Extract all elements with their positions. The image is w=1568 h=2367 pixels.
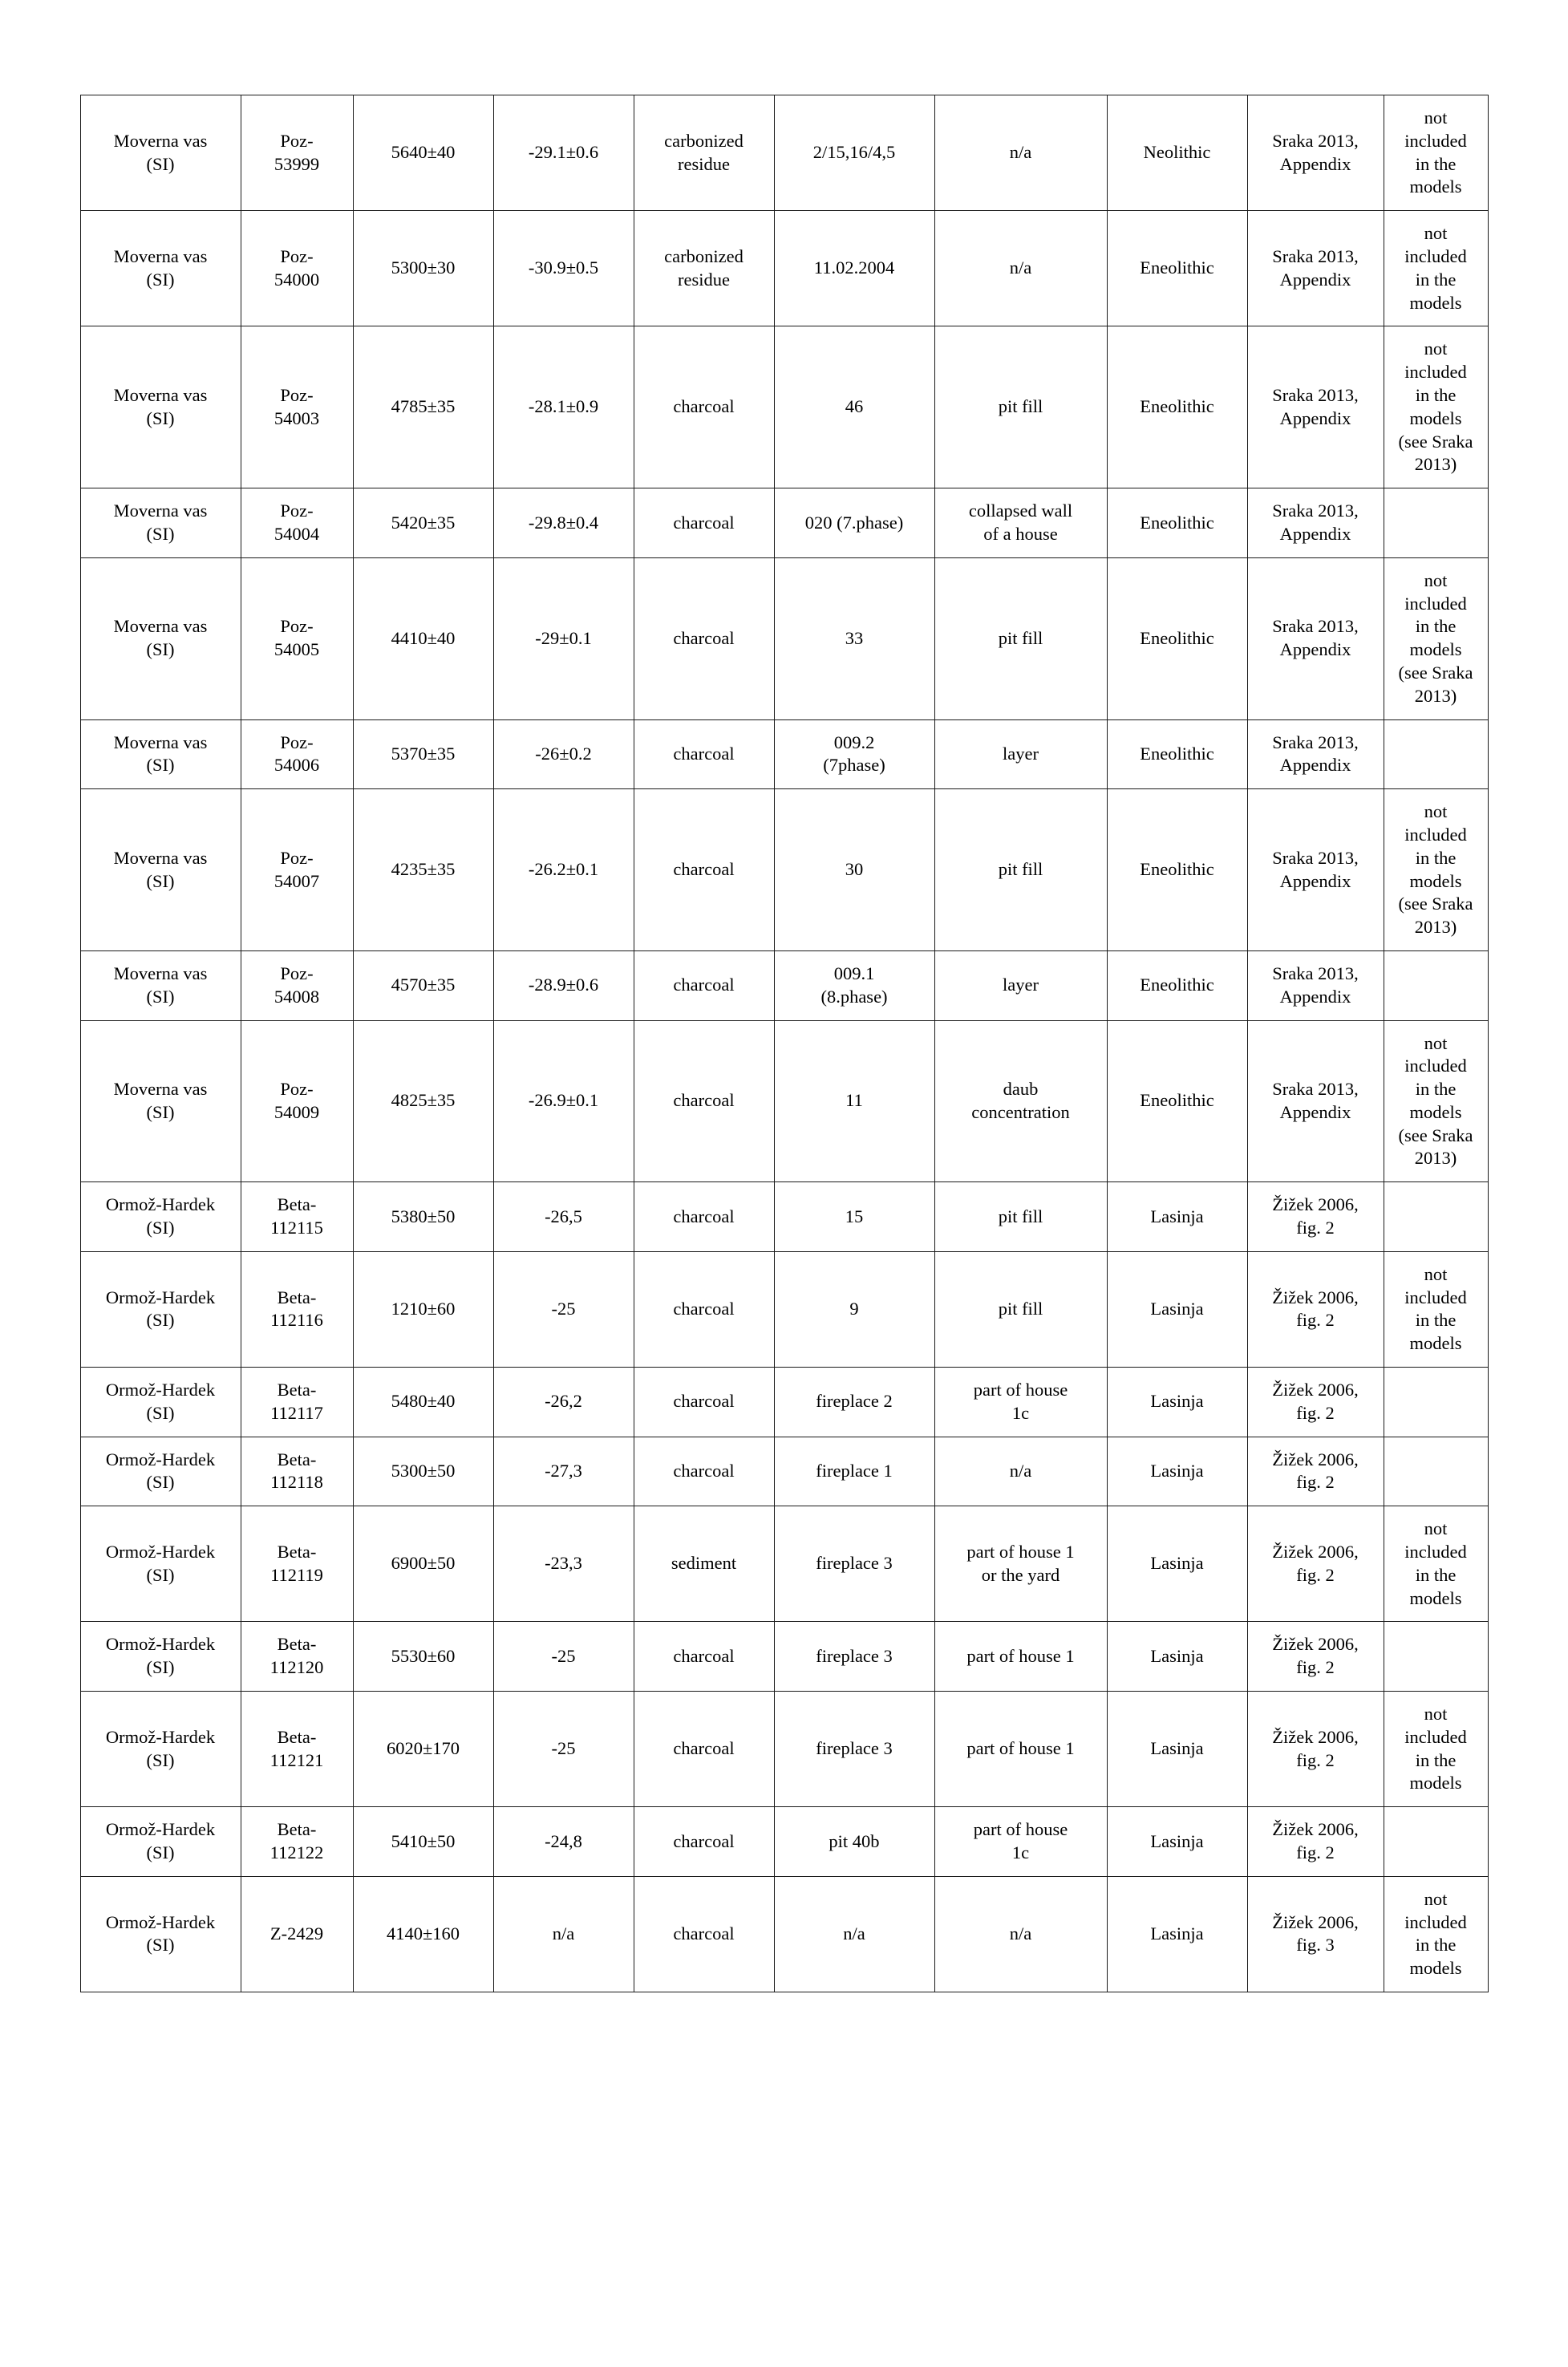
cell-culture: Eneolithic bbox=[1107, 950, 1247, 1020]
cell-lab-code: Beta- 112121 bbox=[241, 1692, 353, 1807]
cell-culture: Lasinja bbox=[1107, 1368, 1247, 1437]
cell-bp-date: 5300±50 bbox=[353, 1437, 493, 1506]
cell-material: charcoal bbox=[634, 326, 774, 488]
cell-bp-date: 4570±35 bbox=[353, 950, 493, 1020]
cell-reference: Sraka 2013, Appendix bbox=[1247, 719, 1384, 789]
cell-site: Moverna vas (SI) bbox=[80, 719, 241, 789]
cell-context-no: 30 bbox=[774, 789, 934, 951]
cell-context-no: fireplace 3 bbox=[774, 1622, 934, 1692]
cell-note: not included in the models bbox=[1384, 1506, 1488, 1622]
cell-bp-date: 6900±50 bbox=[353, 1506, 493, 1622]
cell-culture: Eneolithic bbox=[1107, 211, 1247, 326]
cell-bp-date: 5420±35 bbox=[353, 488, 493, 558]
cell-context-no: n/a bbox=[774, 1876, 934, 1992]
cell-bp-date: 1210±60 bbox=[353, 1251, 493, 1367]
cell-culture: Eneolithic bbox=[1107, 326, 1247, 488]
cell-material: charcoal bbox=[634, 1876, 774, 1992]
cell-site: Ormož-Hardek (SI) bbox=[80, 1506, 241, 1622]
cell-material: charcoal bbox=[634, 1182, 774, 1252]
cell-material: charcoal bbox=[634, 950, 774, 1020]
cell-context: part of house 1c bbox=[934, 1807, 1107, 1877]
table-row bbox=[80, 789, 1488, 951]
cell-site: Ormož-Hardek (SI) bbox=[80, 1692, 241, 1807]
cell-lab-code: Beta- 112115 bbox=[241, 1182, 353, 1252]
cell-bp-date: 5370±35 bbox=[353, 719, 493, 789]
cell-bp-date: 5410±50 bbox=[353, 1807, 493, 1877]
cell-bp-date: 4785±35 bbox=[353, 326, 493, 488]
cell-lab-code: Beta- 112119 bbox=[241, 1506, 353, 1622]
table-row bbox=[80, 1876, 1488, 1992]
radiocarbon-dates-table bbox=[80, 95, 1489, 1992]
cell-site: Moverna vas (SI) bbox=[80, 95, 241, 211]
cell-site: Ormož-Hardek (SI) bbox=[80, 1807, 241, 1877]
cell-material: charcoal bbox=[634, 1807, 774, 1877]
cell-d13c: -28.1±0.9 bbox=[493, 326, 634, 488]
cell-site: Moverna vas (SI) bbox=[80, 557, 241, 719]
cell-note: not included in the models (see Sraka 2013) bbox=[1384, 557, 1488, 719]
cell-reference: Žižek 2006, fig. 3 bbox=[1247, 1876, 1384, 1992]
cell-context: pit fill bbox=[934, 557, 1107, 719]
table-row bbox=[80, 1506, 1488, 1622]
cell-site: Ormož-Hardek (SI) bbox=[80, 1876, 241, 1992]
cell-context: n/a bbox=[934, 1437, 1107, 1506]
cell-reference: Žižek 2006, fig. 2 bbox=[1247, 1182, 1384, 1252]
cell-note: not included in the models (see Sraka 2013) bbox=[1384, 1020, 1488, 1182]
cell-d13c: -26,5 bbox=[493, 1182, 634, 1252]
cell-d13c: -26±0.2 bbox=[493, 719, 634, 789]
table-row bbox=[80, 211, 1488, 326]
cell-lab-code: Poz- 54007 bbox=[241, 789, 353, 951]
table-row bbox=[80, 950, 1488, 1020]
cell-context-no: 009.2 (7phase) bbox=[774, 719, 934, 789]
cell-reference: Žižek 2006, fig. 2 bbox=[1247, 1807, 1384, 1877]
cell-lab-code: Poz- 54008 bbox=[241, 950, 353, 1020]
cell-lab-code: Poz- 54003 bbox=[241, 326, 353, 488]
cell-d13c: -30.9±0.5 bbox=[493, 211, 634, 326]
cell-lab-code: Poz- 53999 bbox=[241, 95, 353, 211]
cell-context: pit fill bbox=[934, 1251, 1107, 1367]
cell-lab-code: Beta- 112117 bbox=[241, 1368, 353, 1437]
cell-site: Moverna vas (SI) bbox=[80, 326, 241, 488]
cell-site: Moverna vas (SI) bbox=[80, 211, 241, 326]
table-row bbox=[80, 1182, 1488, 1252]
cell-bp-date: 4235±35 bbox=[353, 789, 493, 951]
cell-lab-code: Beta- 112116 bbox=[241, 1251, 353, 1367]
cell-context-no: fireplace 3 bbox=[774, 1506, 934, 1622]
cell-reference: Žižek 2006, fig. 2 bbox=[1247, 1622, 1384, 1692]
cell-culture: Eneolithic bbox=[1107, 719, 1247, 789]
cell-site: Ormož-Hardek (SI) bbox=[80, 1437, 241, 1506]
cell-material: charcoal bbox=[634, 488, 774, 558]
cell-site: Ormož-Hardek (SI) bbox=[80, 1182, 241, 1252]
cell-note bbox=[1384, 1368, 1488, 1437]
table-row bbox=[80, 719, 1488, 789]
cell-d13c: -25 bbox=[493, 1251, 634, 1367]
cell-material: charcoal bbox=[634, 1622, 774, 1692]
cell-context: part of house 1 bbox=[934, 1692, 1107, 1807]
cell-context-no: 2/15,16/4,5 bbox=[774, 95, 934, 211]
cell-bp-date: 5640±40 bbox=[353, 95, 493, 211]
cell-context-no: 46 bbox=[774, 326, 934, 488]
cell-d13c: -26.9±0.1 bbox=[493, 1020, 634, 1182]
cell-site: Ormož-Hardek (SI) bbox=[80, 1251, 241, 1367]
cell-d13c: -23,3 bbox=[493, 1506, 634, 1622]
cell-context-no: pit 40b bbox=[774, 1807, 934, 1877]
cell-d13c: -25 bbox=[493, 1692, 634, 1807]
cell-culture: Lasinja bbox=[1107, 1506, 1247, 1622]
cell-site: Moverna vas (SI) bbox=[80, 789, 241, 951]
table-row bbox=[80, 1368, 1488, 1437]
cell-context: part of house 1 bbox=[934, 1622, 1107, 1692]
cell-context: pit fill bbox=[934, 789, 1107, 951]
cell-context-no: 11.02.2004 bbox=[774, 211, 934, 326]
cell-lab-code: Poz- 54000 bbox=[241, 211, 353, 326]
cell-d13c: -29±0.1 bbox=[493, 557, 634, 719]
cell-material: carbonized residue bbox=[634, 211, 774, 326]
cell-context-no: 020 (7.phase) bbox=[774, 488, 934, 558]
cell-bp-date: 4825±35 bbox=[353, 1020, 493, 1182]
table-row bbox=[80, 557, 1488, 719]
cell-note bbox=[1384, 950, 1488, 1020]
cell-note: not included in the models bbox=[1384, 1876, 1488, 1992]
cell-context: n/a bbox=[934, 1876, 1107, 1992]
cell-d13c: -24,8 bbox=[493, 1807, 634, 1877]
table-row bbox=[80, 488, 1488, 558]
cell-lab-code: Poz- 54004 bbox=[241, 488, 353, 558]
cell-culture: Lasinja bbox=[1107, 1437, 1247, 1506]
cell-reference: Sraka 2013, Appendix bbox=[1247, 211, 1384, 326]
cell-d13c: -29.1±0.6 bbox=[493, 95, 634, 211]
cell-material: sediment bbox=[634, 1506, 774, 1622]
cell-bp-date: 4140±160 bbox=[353, 1876, 493, 1992]
cell-lab-code: Poz- 54006 bbox=[241, 719, 353, 789]
cell-note bbox=[1384, 488, 1488, 558]
table-row bbox=[80, 326, 1488, 488]
table-body bbox=[80, 95, 1488, 1992]
cell-lab-code: Beta- 112118 bbox=[241, 1437, 353, 1506]
cell-context: part of house 1c bbox=[934, 1368, 1107, 1437]
cell-context: n/a bbox=[934, 211, 1107, 326]
cell-lab-code: Poz- 54005 bbox=[241, 557, 353, 719]
cell-reference: Sraka 2013, Appendix bbox=[1247, 95, 1384, 211]
cell-culture: Lasinja bbox=[1107, 1622, 1247, 1692]
table-row bbox=[80, 1437, 1488, 1506]
cell-culture: Eneolithic bbox=[1107, 1020, 1247, 1182]
cell-lab-code: Poz- 54009 bbox=[241, 1020, 353, 1182]
cell-context: layer bbox=[934, 719, 1107, 789]
cell-reference: Žižek 2006, fig. 2 bbox=[1247, 1437, 1384, 1506]
cell-material: charcoal bbox=[634, 1368, 774, 1437]
cell-context: pit fill bbox=[934, 1182, 1107, 1252]
cell-material: charcoal bbox=[634, 557, 774, 719]
table-row bbox=[80, 1622, 1488, 1692]
cell-bp-date: 5480±40 bbox=[353, 1368, 493, 1437]
cell-site: Moverna vas (SI) bbox=[80, 950, 241, 1020]
cell-culture: Eneolithic bbox=[1107, 557, 1247, 719]
cell-culture: Lasinja bbox=[1107, 1182, 1247, 1252]
cell-lab-code: Beta- 112120 bbox=[241, 1622, 353, 1692]
cell-reference: Sraka 2013, Appendix bbox=[1247, 950, 1384, 1020]
cell-note: not included in the models bbox=[1384, 1251, 1488, 1367]
cell-material: charcoal bbox=[634, 789, 774, 951]
cell-context: layer bbox=[934, 950, 1107, 1020]
cell-context-no: fireplace 1 bbox=[774, 1437, 934, 1506]
cell-note: not included in the models bbox=[1384, 95, 1488, 211]
cell-note bbox=[1384, 1622, 1488, 1692]
cell-context-no: 9 bbox=[774, 1251, 934, 1367]
table-row bbox=[80, 95, 1488, 211]
cell-note: not included in the models (see Sraka 2013) bbox=[1384, 789, 1488, 951]
cell-context: pit fill bbox=[934, 326, 1107, 488]
cell-culture: Lasinja bbox=[1107, 1876, 1247, 1992]
cell-context-no: fireplace 2 bbox=[774, 1368, 934, 1437]
cell-d13c: n/a bbox=[493, 1876, 634, 1992]
cell-culture: Eneolithic bbox=[1107, 789, 1247, 951]
cell-culture: Lasinja bbox=[1107, 1807, 1247, 1877]
cell-note: not included in the models bbox=[1384, 1692, 1488, 1807]
cell-reference: Žižek 2006, fig. 2 bbox=[1247, 1506, 1384, 1622]
table-row bbox=[80, 1251, 1488, 1367]
cell-d13c: -27,3 bbox=[493, 1437, 634, 1506]
cell-d13c: -29.8±0.4 bbox=[493, 488, 634, 558]
cell-note: not included in the models (see Sraka 2013) bbox=[1384, 326, 1488, 488]
cell-material: charcoal bbox=[634, 1692, 774, 1807]
cell-lab-code: Z-2429 bbox=[241, 1876, 353, 1992]
cell-note bbox=[1384, 719, 1488, 789]
cell-note: not included in the models bbox=[1384, 211, 1488, 326]
cell-site: Ormož-Hardek (SI) bbox=[80, 1368, 241, 1437]
cell-reference: Žižek 2006, fig. 2 bbox=[1247, 1251, 1384, 1367]
cell-note bbox=[1384, 1807, 1488, 1877]
cell-site: Moverna vas (SI) bbox=[80, 1020, 241, 1182]
cell-culture: Lasinja bbox=[1107, 1251, 1247, 1367]
cell-context: daub concentration bbox=[934, 1020, 1107, 1182]
cell-context-no: 11 bbox=[774, 1020, 934, 1182]
cell-reference: Sraka 2013, Appendix bbox=[1247, 326, 1384, 488]
cell-context: n/a bbox=[934, 95, 1107, 211]
cell-material: carbonized residue bbox=[634, 95, 774, 211]
cell-d13c: -26,2 bbox=[493, 1368, 634, 1437]
cell-reference: Sraka 2013, Appendix bbox=[1247, 557, 1384, 719]
cell-note bbox=[1384, 1437, 1488, 1506]
cell-site: Moverna vas (SI) bbox=[80, 488, 241, 558]
cell-culture: Lasinja bbox=[1107, 1692, 1247, 1807]
cell-reference: Sraka 2013, Appendix bbox=[1247, 488, 1384, 558]
cell-material: charcoal bbox=[634, 719, 774, 789]
cell-reference: Sraka 2013, Appendix bbox=[1247, 789, 1384, 951]
cell-reference: Žižek 2006, fig. 2 bbox=[1247, 1692, 1384, 1807]
table-row bbox=[80, 1807, 1488, 1877]
cell-d13c: -28.9±0.6 bbox=[493, 950, 634, 1020]
cell-context-no: 33 bbox=[774, 557, 934, 719]
cell-context: collapsed wall of a house bbox=[934, 488, 1107, 558]
cell-culture: Neolithic bbox=[1107, 95, 1247, 211]
cell-reference: Sraka 2013, Appendix bbox=[1247, 1020, 1384, 1182]
cell-lab-code: Beta- 112122 bbox=[241, 1807, 353, 1877]
cell-note bbox=[1384, 1182, 1488, 1252]
cell-bp-date: 6020±170 bbox=[353, 1692, 493, 1807]
table-row bbox=[80, 1020, 1488, 1182]
cell-reference: Žižek 2006, fig. 2 bbox=[1247, 1368, 1384, 1437]
cell-context-no: 15 bbox=[774, 1182, 934, 1252]
cell-material: charcoal bbox=[634, 1020, 774, 1182]
cell-d13c: -25 bbox=[493, 1622, 634, 1692]
cell-bp-date: 5380±50 bbox=[353, 1182, 493, 1252]
cell-d13c: -26.2±0.1 bbox=[493, 789, 634, 951]
table-row bbox=[80, 1692, 1488, 1807]
cell-context: part of house 1 or the yard bbox=[934, 1506, 1107, 1622]
cell-context-no: fireplace 3 bbox=[774, 1692, 934, 1807]
cell-context-no: 009.1 (8.phase) bbox=[774, 950, 934, 1020]
cell-culture: Eneolithic bbox=[1107, 488, 1247, 558]
cell-site: Ormož-Hardek (SI) bbox=[80, 1622, 241, 1692]
cell-bp-date: 5300±30 bbox=[353, 211, 493, 326]
cell-bp-date: 4410±40 bbox=[353, 557, 493, 719]
cell-material: charcoal bbox=[634, 1437, 774, 1506]
cell-material: charcoal bbox=[634, 1251, 774, 1367]
cell-bp-date: 5530±60 bbox=[353, 1622, 493, 1692]
